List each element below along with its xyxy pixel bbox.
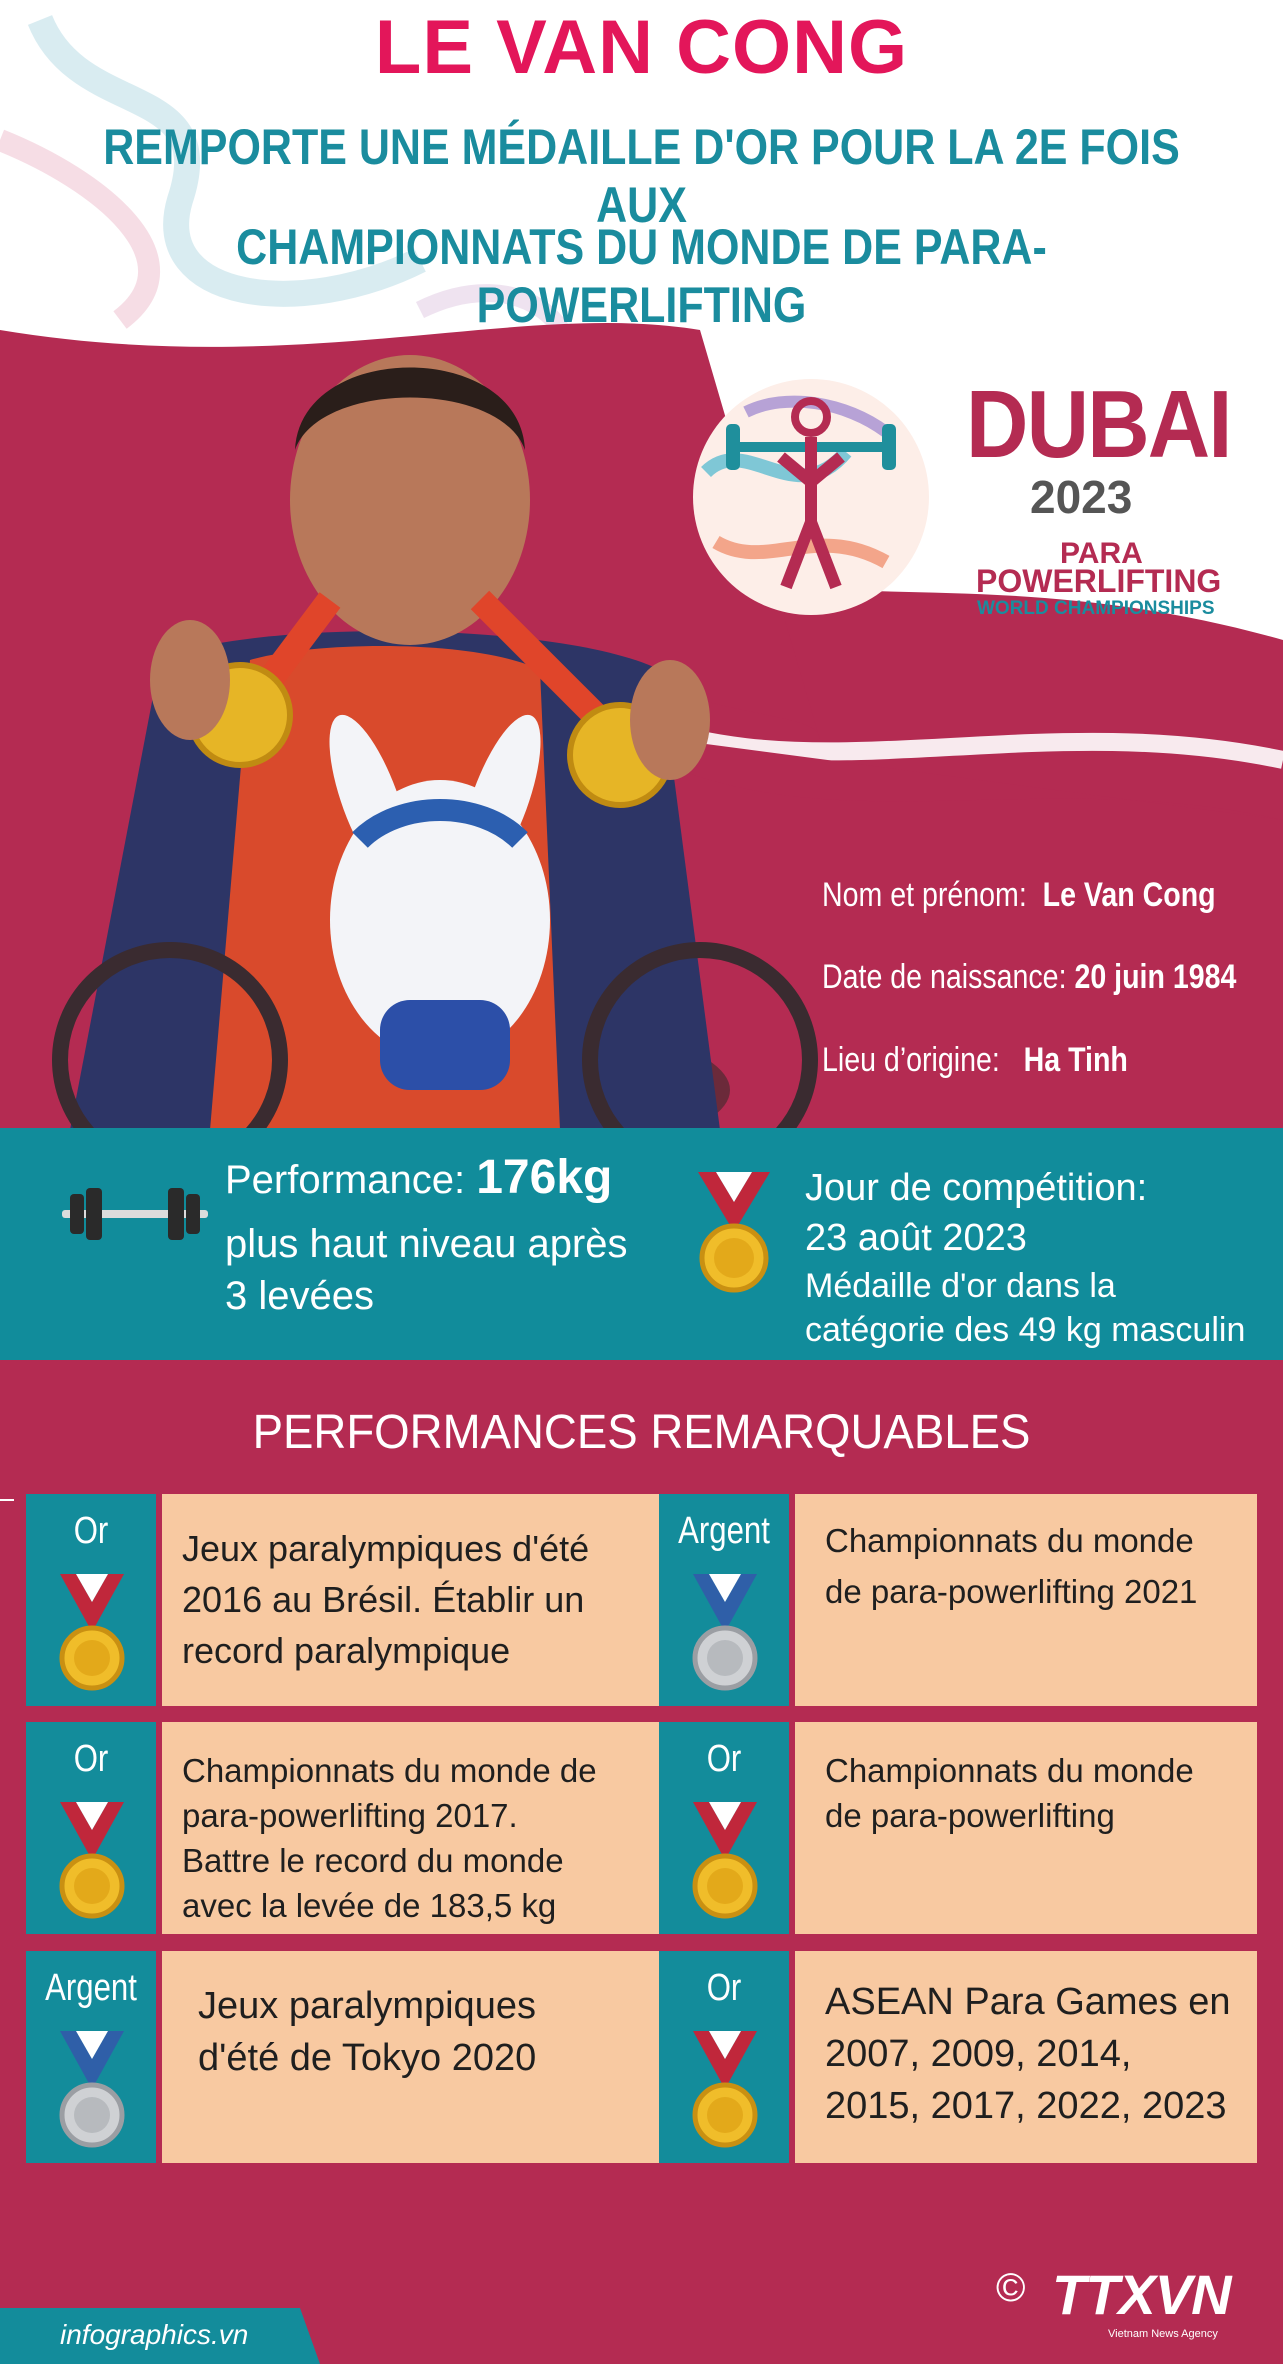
medal-label: Argent: [45, 1967, 137, 2009]
profile-name: [822, 876, 1216, 915]
performance-line3: 3 levées: [225, 1274, 374, 1318]
medal-label: Or: [706, 1738, 742, 1780]
profile-origin-label: Lieu d’origine:: [822, 1041, 1000, 1079]
medal-box: [659, 1951, 789, 2163]
medal-box: [26, 1494, 156, 1706]
gold-medal-icon: [56, 1574, 128, 1692]
performance-description: [162, 1494, 660, 1706]
medal-line1: Médaille d'or dans la: [805, 1267, 1116, 1305]
profile-birth-value: 20 juin 1984: [1074, 958, 1237, 996]
performance-text-line: 2007, 2009, 2014,: [825, 2033, 1132, 2075]
footer-copyright: ©: [996, 2266, 1026, 2310]
performances-title: PERFORMANCES REMARQUABLES: [252, 1406, 1031, 1459]
logo-city: DUBAI: [966, 371, 1231, 478]
performance-text-line: de para-powerlifting: [825, 1797, 1115, 1834]
medal-line2: catégorie des 49 kg masculin: [805, 1311, 1246, 1349]
barbell-icon: [62, 1186, 208, 1242]
medal-label: Or: [73, 1738, 109, 1780]
gold-medal-icon: [692, 1172, 776, 1294]
performance-text-line: Battre le record du monde: [182, 1842, 564, 1879]
performance-description: [162, 1951, 660, 2163]
profile-name-value: Le Van Cong: [1042, 876, 1216, 914]
profile-name-label: Nom et prénom:: [822, 876, 1027, 914]
profile-origin: [822, 1041, 1128, 1080]
medal-box: [659, 1494, 789, 1706]
performance-text-line: de para-powerlifting 2021: [825, 1573, 1198, 1610]
logo-line1: PARA: [1060, 537, 1143, 570]
performance-text-line: ASEAN Para Games en: [825, 1981, 1231, 2023]
agency-logo: TTXVN: [1052, 2263, 1231, 2326]
performance-text-line: 2016 au Brésil. Établir un: [182, 1579, 585, 1620]
logo-line3: WORLD CHAMPIONSHIPS: [977, 598, 1215, 619]
profile-origin-value: Ha Tinh: [1023, 1041, 1128, 1079]
competition-day-label: Jour de compétition:: [805, 1167, 1148, 1209]
medal-label: Or: [73, 1510, 109, 1552]
performance-card: [26, 1494, 660, 1706]
championship-emblem: [686, 372, 936, 622]
page-subtitle-line1: REMPORTE UNE MÉDAILLE D'OR POUR LA 2E FOIS AUX: [103, 119, 1180, 233]
performance-value: 176kg: [476, 1151, 613, 1204]
silver-medal-icon: [56, 2031, 128, 2149]
agency-subtitle: Vietnam News Agency: [1108, 2328, 1218, 2340]
performance-text-line: Championnats du monde: [825, 1522, 1194, 1559]
performance-card: [26, 1951, 660, 2163]
silver-medal-icon: [689, 1574, 761, 1692]
medal-label: Argent: [678, 1510, 770, 1552]
gold-medal-icon: [689, 1802, 761, 1920]
footer-site: infographics.vn: [60, 2319, 249, 2350]
performance-description: [795, 1722, 1257, 1934]
performance-line1: [225, 1152, 612, 1206]
performance-card: [659, 1494, 1257, 1706]
performance-description: [162, 1722, 660, 1934]
performance-text-line: Jeux paralympiques: [198, 1985, 536, 2027]
performance-label: Performance:: [225, 1158, 466, 1202]
medal-label: Or: [706, 1967, 742, 2009]
performance-text-line: para-powerlifting 2017.: [182, 1797, 518, 1834]
performance-text-line: record paralympique: [182, 1630, 511, 1671]
profile-birth: [822, 958, 1236, 997]
performance-description: [795, 1951, 1257, 2163]
performance-card: [26, 1722, 660, 1934]
competition-day-value: 23 août 2023: [805, 1217, 1027, 1259]
gold-medal-icon: [56, 1802, 128, 1920]
performance-text-line: avec la levée de 183,5 kg: [182, 1887, 557, 1924]
performance-description: [795, 1494, 1257, 1706]
medal-box: [26, 1951, 156, 2163]
performance-line2: plus haut niveau après: [225, 1222, 628, 1266]
performance-text-line: d'été de Tokyo 2020: [198, 2037, 537, 2079]
performance-card: [659, 1951, 1257, 2163]
medal-box: [26, 1722, 156, 1934]
performance-text-line: Jeux paralympiques d'été: [182, 1528, 590, 1569]
page-subtitle-line2: CHAMPIONNATS DU MONDE DE PARA-POWERLIFTING: [236, 219, 1047, 333]
performance-text-line: Championnats du monde: [825, 1752, 1194, 1789]
performance-text-line: 2015, 2017, 2022, 2023: [825, 2085, 1227, 2127]
gold-medal-icon: [689, 2031, 761, 2149]
page-title: LE VAN CONG: [374, 5, 909, 90]
profile-birth-label: Date de naissance:: [822, 958, 1067, 996]
logo-year: 2023: [1030, 471, 1133, 523]
logo-line2: POWERLIFTING: [976, 563, 1222, 599]
medal-box: [659, 1722, 789, 1934]
performance-card: [659, 1722, 1257, 1934]
performance-text-line: Championnats du monde de: [182, 1752, 597, 1789]
